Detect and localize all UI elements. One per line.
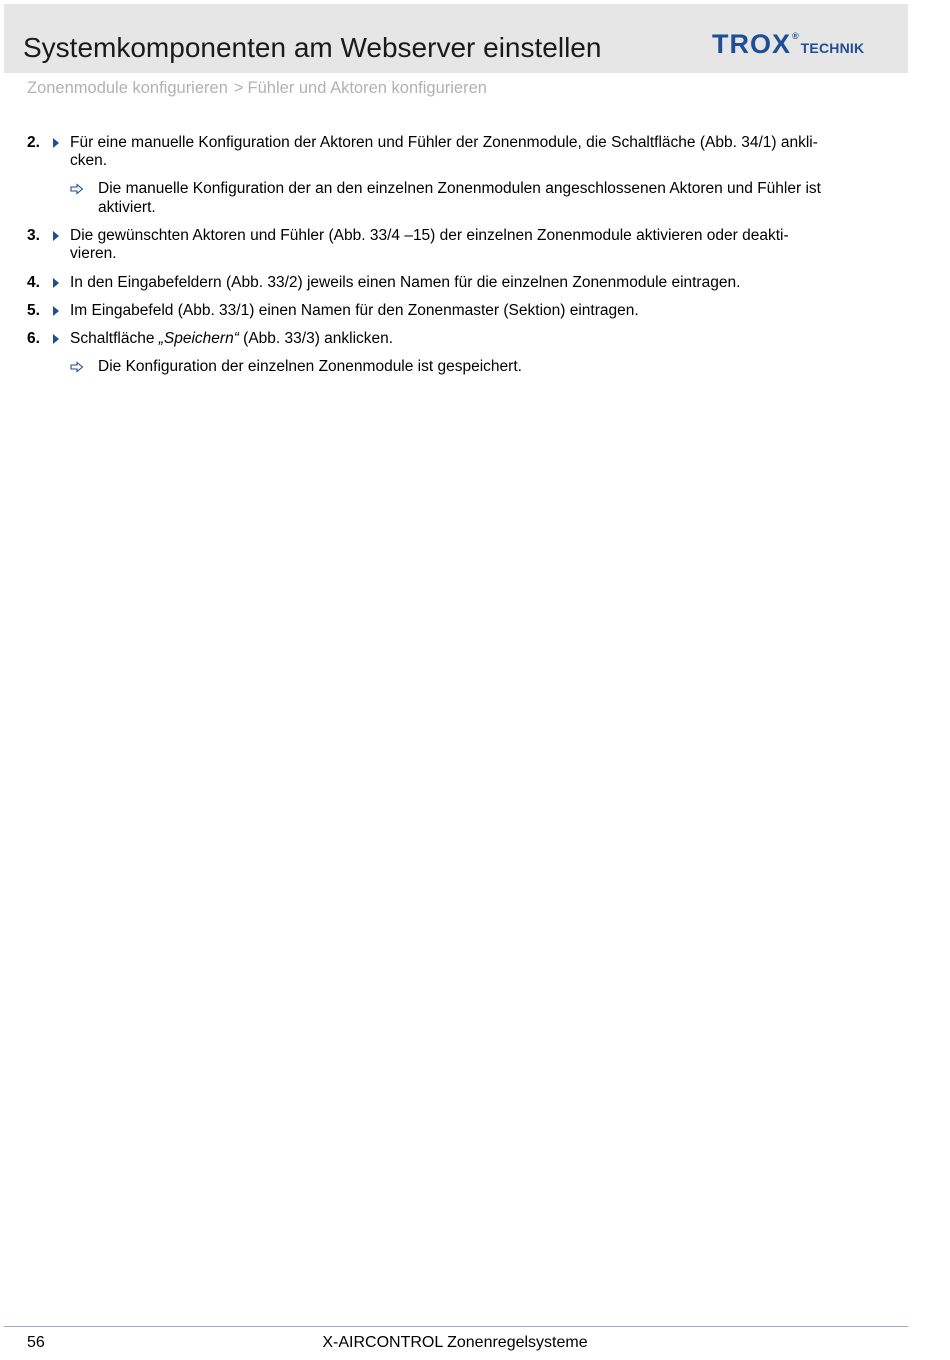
logo-suffix: TECHNIK: [800, 40, 865, 56]
result-arrow-icon: [70, 361, 84, 373]
step-text: Die gewünschten Aktoren und Fühler (Abb. 33/4 –15) der einzelnen Zonenmodule aktivieren oder deakti-: [70, 227, 789, 244]
document-title: X-AIRCONTROL Zonenregelsysteme: [322, 1334, 588, 1351]
step-text: Im Eingabefeld (Abb. 33/1) einen Namen für den Zonenmaster (Sektion) eintragen.: [70, 302, 639, 319]
step-number: 5.: [27, 302, 40, 319]
result-text: Die Konfiguration der einzelnen Zonenmodule ist gespeichert.: [98, 358, 522, 375]
step-number: 4.: [27, 274, 40, 291]
step-text: Für eine manuelle Konfiguration der Aktoren und Fühler der Zonenmodule, die Schaltfläche (Abb. 34/1) ankli-: [70, 134, 818, 151]
step-text: vieren.: [70, 245, 117, 262]
step-arrow-icon: [53, 138, 59, 148]
trox-technik-logo: [712, 30, 864, 60]
result-text: aktiviert.: [98, 199, 156, 216]
step-text-after: (Abb. 33/3) anklicken.: [238, 330, 394, 347]
page-title: Systemkomponenten am Webserver einstellen: [23, 32, 602, 63]
step-text-before: Schaltfläche: [70, 330, 159, 347]
breadcrumb-separator: >: [233, 79, 244, 97]
result-text: Die manuelle Konfiguration der an den einzelnen Zonenmodulen angeschlossenen Aktoren und Fühler ist: [98, 180, 821, 197]
result-arrow-icon: [70, 183, 84, 195]
breadcrumb-section: Zonenmodule konfigurieren: [27, 79, 228, 97]
step-arrow-icon: [53, 231, 59, 241]
step-arrow-icon: [53, 306, 59, 316]
step-text: cken.: [70, 152, 108, 169]
footer-divider: [4, 1326, 908, 1327]
step-number: 6.: [27, 330, 40, 347]
breadcrumb: [27, 78, 487, 98]
step-arrow-icon: [53, 334, 59, 344]
page-number: 56: [27, 1334, 45, 1351]
step-text: [70, 330, 880, 349]
step-number: 3.: [27, 227, 40, 244]
button-name-speichern: „Speichern“: [158, 330, 239, 347]
breadcrumb-subsection: Fühler und Aktoren konfigurieren: [247, 79, 487, 97]
step-number: 2.: [27, 134, 40, 151]
logo-registered-mark: ®: [792, 31, 799, 41]
logo-brand: TROX: [712, 29, 792, 59]
step-arrow-icon: [53, 278, 59, 288]
step-text: In den Eingabefeldern (Abb. 33/2) jeweils einen Namen für die einzelnen Zonenmodule eintragen.: [70, 274, 741, 291]
